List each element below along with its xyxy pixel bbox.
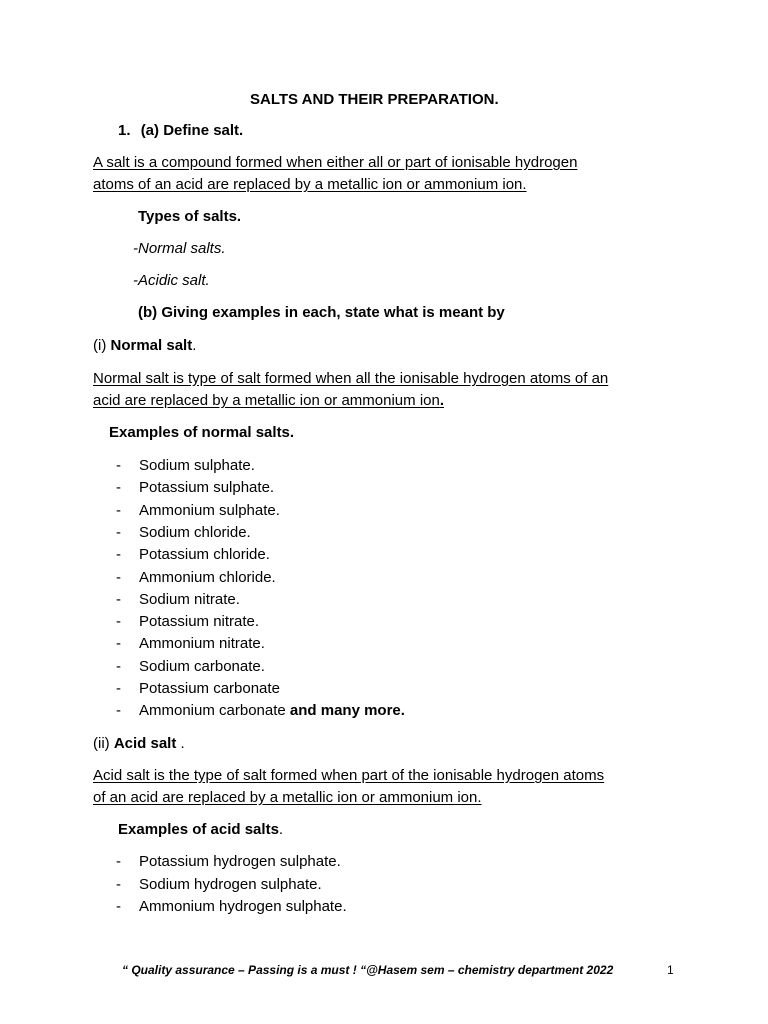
list-item-text: Ammonium nitrate. [139, 635, 265, 653]
list-bullet-dash: - [116, 657, 121, 675]
list-bullet-dash: - [116, 546, 121, 564]
list-item-text: Sodium chloride. [139, 523, 251, 541]
normal-suffix: . [192, 337, 197, 354]
list-bullet-dash: - [116, 501, 121, 519]
and-many-more-text: and many more. [285, 702, 405, 720]
part-a-label: (a) Define salt. [140, 122, 244, 139]
list-item [139, 522, 251, 544]
type-acidic: -Acidic salt. [133, 272, 210, 289]
list-bullet-dash: - [116, 702, 121, 720]
list-item [139, 611, 259, 633]
list-item-text: Sodium sulphate. [139, 457, 255, 474]
normal-def-line2-end: . [439, 392, 445, 409]
list-item-text: Potassium carbonate [139, 680, 280, 697]
acid-definition-line-2: of an acid are replaced by a metallic ion or ammonium ion. [93, 789, 482, 806]
list-item-text: Sodium nitrate. [139, 590, 240, 608]
part-b-heading [138, 302, 505, 324]
list-item-text: Ammonium hydrogen sulphate. [139, 898, 347, 915]
acid-prefix: (ii) [93, 735, 114, 752]
list-item [139, 896, 347, 918]
acid-suffix: . [176, 735, 185, 752]
list-bullet-dash: - [116, 853, 121, 870]
types-heading: Types of salts. [138, 208, 242, 225]
list-item [139, 544, 270, 566]
acid-definition-line-1: Acid salt is the type of salt formed when part of the ionisable hydrogen atoms [93, 767, 605, 784]
page-title: SALTS AND THEIR PREPARATION. [250, 91, 499, 108]
list-item [139, 633, 265, 655]
normal-def-line2-text: acid are replaced by a metallic ion or ammonium ion [93, 392, 440, 409]
list-bullet-dash: - [116, 635, 121, 653]
list-bullet-dash: - [116, 590, 121, 608]
list-item [139, 874, 322, 896]
list-item [139, 500, 280, 522]
list-item [139, 567, 276, 589]
footer-text: “ Quality assurance – Passing is a must ! “@Hasem sem – chemistry department 2022 [122, 963, 614, 977]
list-bullet-dash: - [116, 523, 121, 541]
acid-examples-heading-end: . [278, 821, 284, 838]
acid-heading-text: Acid salt [113, 735, 177, 752]
normal-examples-heading: Examples of normal salts. [109, 424, 295, 441]
salt-definition-line-2: atoms of an acid are replaced by a metallic ion or ammonium ion. [93, 176, 527, 193]
list-item-text: Potassium sulphate. [139, 479, 275, 497]
acid-salt-heading [93, 733, 185, 755]
list-item-text: Potassium hydrogen sulphate. [139, 853, 341, 870]
type-normal: -Normal salts. [133, 240, 226, 257]
list-item-text: Potassium nitrate. [139, 613, 260, 631]
list-bullet-dash: - [116, 875, 121, 893]
list-item-text: Potassium chloride. [139, 546, 270, 564]
list-item-text: Sodium carbonate. [139, 657, 265, 675]
part-b-label: (b) [138, 304, 158, 321]
list-item [139, 678, 280, 700]
normal-heading-text: Normal salt [110, 337, 193, 354]
list-item [139, 700, 405, 722]
normal-definition-line-1: Normal salt is type of salt formed when all the ionisable hydrogen atoms of an [93, 370, 609, 387]
list-item-text: Sodium hydrogen sulphate. [139, 875, 322, 893]
list-item [139, 455, 255, 477]
list-item [139, 656, 265, 678]
acid-examples-heading [118, 819, 283, 841]
list-bullet-dash: - [116, 568, 121, 586]
list-item-text: Ammonium sulphate. [139, 501, 280, 519]
list-item-text: Ammonium carbonate [139, 702, 286, 720]
normal-prefix: (i) [93, 337, 111, 354]
list-bullet-dash: - [116, 457, 121, 474]
list-item-text: Ammonium chloride. [139, 568, 276, 586]
acid-examples-heading-text: Examples of acid salts [118, 821, 279, 838]
list-item [139, 589, 240, 611]
page-number: 1 [667, 963, 674, 977]
normal-salt-heading [93, 335, 196, 357]
salt-definition-line-1: A salt is a compound formed when either all or part of ionisable hydrogen [93, 154, 578, 171]
question-number: 1. [118, 122, 131, 139]
part-b-text: Giving examples in each, state what is meant by [157, 304, 505, 321]
list-bullet-dash: - [116, 479, 121, 497]
list-bullet-dash: - [116, 898, 121, 915]
list-bullet-dash: - [116, 680, 121, 697]
list-bullet-dash: - [116, 613, 121, 631]
normal-definition-line-2 [93, 390, 444, 412]
list-item [139, 477, 274, 499]
list-item [139, 851, 341, 873]
question-1-heading [118, 120, 243, 142]
